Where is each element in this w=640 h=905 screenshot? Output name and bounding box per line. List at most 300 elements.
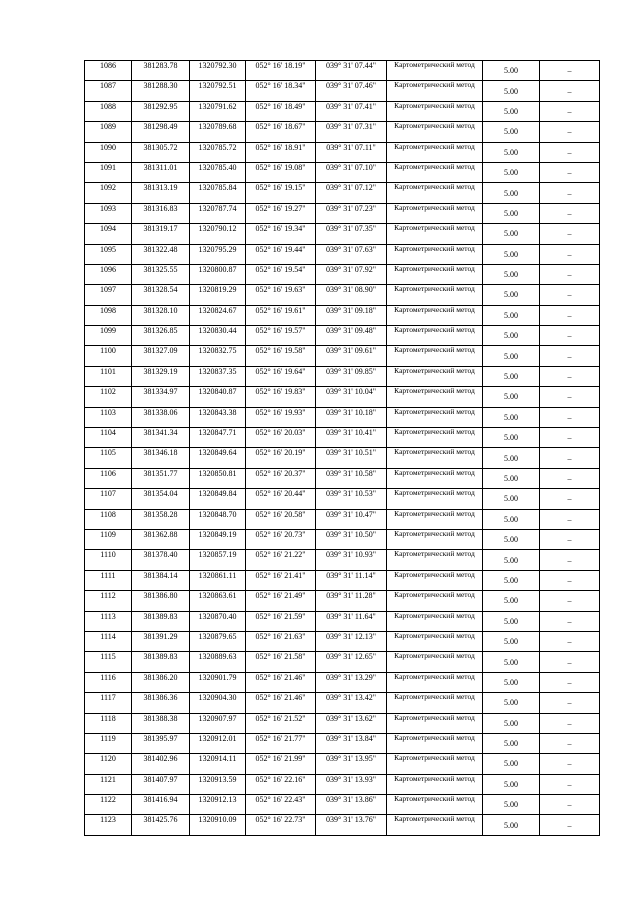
point-number-cell: 1091 — [85, 162, 132, 182]
table-row — [85, 162, 600, 182]
accuracy-cell: 5.00 — [483, 305, 540, 325]
note-cell: – — [540, 346, 600, 366]
latitude-cell: 052° 16' 21.49" — [246, 591, 316, 611]
x-coordinate-cell: 381292.95 — [132, 101, 190, 121]
latitude-cell: 052° 16' 18.34" — [246, 81, 316, 101]
longitude-cell: 039° 31' 10.93" — [316, 550, 387, 570]
table-row — [85, 509, 600, 529]
longitude-cell: 039° 31' 11.14" — [316, 570, 387, 590]
table-row — [85, 448, 600, 468]
y-coordinate-cell: 1320847.71 — [190, 428, 246, 448]
point-number-cell: 1104 — [85, 428, 132, 448]
x-coordinate-cell: 381402.96 — [132, 754, 190, 774]
y-coordinate-cell: 1320907.97 — [190, 713, 246, 733]
point-number-cell: 1114 — [85, 631, 132, 651]
longitude-cell: 039° 31' 07.46" — [316, 81, 387, 101]
note-cell: – — [540, 428, 600, 448]
y-coordinate-cell: 1320912.13 — [190, 795, 246, 815]
latitude-cell: 052° 16' 18.67" — [246, 122, 316, 142]
point-number-cell: 1093 — [85, 203, 132, 223]
method-cell: Картометрический метод — [387, 774, 483, 794]
point-number-cell: 1107 — [85, 489, 132, 509]
accuracy-cell: 5.00 — [483, 183, 540, 203]
table-row — [85, 672, 600, 692]
accuracy-cell: 5.00 — [483, 550, 540, 570]
latitude-cell: 052° 16' 19.63" — [246, 285, 316, 305]
point-number-cell: 1113 — [85, 611, 132, 631]
y-coordinate-cell: 1320849.64 — [190, 448, 246, 468]
accuracy-cell: 5.00 — [483, 489, 540, 509]
accuracy-cell: 5.00 — [483, 101, 540, 121]
latitude-cell: 052° 16' 21.41" — [246, 570, 316, 590]
y-coordinate-cell: 1320904.30 — [190, 693, 246, 713]
y-coordinate-cell: 1320901.79 — [190, 672, 246, 692]
x-coordinate-cell: 381384.14 — [132, 570, 190, 590]
table-row — [85, 428, 600, 448]
latitude-cell: 052° 16' 18.19" — [246, 61, 316, 81]
point-number-cell: 1096 — [85, 264, 132, 284]
method-cell: Картометрический метод — [387, 509, 483, 529]
latitude-cell: 052° 16' 19.08" — [246, 162, 316, 182]
x-coordinate-cell: 381313.19 — [132, 183, 190, 203]
note-cell: – — [540, 162, 600, 182]
note-cell: – — [540, 326, 600, 346]
accuracy-cell: 5.00 — [483, 795, 540, 815]
accuracy-cell: 5.00 — [483, 162, 540, 182]
point-number-cell: 1109 — [85, 529, 132, 549]
latitude-cell: 052° 16' 21.77" — [246, 733, 316, 753]
method-cell: Картометрический метод — [387, 795, 483, 815]
latitude-cell: 052° 16' 19.44" — [246, 244, 316, 264]
longitude-cell: 039° 31' 09.18" — [316, 305, 387, 325]
method-cell: Картометрический метод — [387, 570, 483, 590]
latitude-cell: 052° 16' 20.73" — [246, 529, 316, 549]
longitude-cell: 039° 31' 13.84" — [316, 733, 387, 753]
method-cell: Картометрический метод — [387, 162, 483, 182]
accuracy-cell: 5.00 — [483, 428, 540, 448]
note-cell: – — [540, 693, 600, 713]
note-cell: – — [540, 652, 600, 672]
x-coordinate-cell: 381311.01 — [132, 162, 190, 182]
note-cell: – — [540, 570, 600, 590]
x-coordinate-cell: 381329.19 — [132, 366, 190, 386]
longitude-cell: 039° 31' 07.92" — [316, 264, 387, 284]
latitude-cell: 052° 16' 20.37" — [246, 468, 316, 488]
longitude-cell: 039° 31' 07.31" — [316, 122, 387, 142]
latitude-cell: 052° 16' 20.03" — [246, 428, 316, 448]
latitude-cell: 052° 16' 19.93" — [246, 407, 316, 427]
latitude-cell: 052° 16' 22.43" — [246, 795, 316, 815]
y-coordinate-cell: 1320830.44 — [190, 326, 246, 346]
longitude-cell: 039° 31' 08.90" — [316, 285, 387, 305]
table-row — [85, 652, 600, 672]
note-cell: – — [540, 754, 600, 774]
point-number-cell: 1102 — [85, 387, 132, 407]
x-coordinate-cell: 381386.80 — [132, 591, 190, 611]
longitude-cell: 039° 31' 09.48" — [316, 326, 387, 346]
accuracy-cell: 5.00 — [483, 346, 540, 366]
point-number-cell: 1118 — [85, 713, 132, 733]
x-coordinate-cell: 381334.97 — [132, 387, 190, 407]
point-number-cell: 1090 — [85, 142, 132, 162]
y-coordinate-cell: 1320840.87 — [190, 387, 246, 407]
accuracy-cell: 5.00 — [483, 509, 540, 529]
longitude-cell: 039° 31' 10.58" — [316, 468, 387, 488]
method-cell: Картометрический метод — [387, 224, 483, 244]
y-coordinate-cell: 1320912.01 — [190, 733, 246, 753]
longitude-cell: 039° 31' 09.85" — [316, 366, 387, 386]
method-cell: Картометрический метод — [387, 652, 483, 672]
point-number-cell: 1086 — [85, 61, 132, 81]
table-row — [85, 203, 600, 223]
x-coordinate-cell: 381298.49 — [132, 122, 190, 142]
method-cell: Картометрический метод — [387, 101, 483, 121]
method-cell: Картометрический метод — [387, 326, 483, 346]
point-number-cell: 1103 — [85, 407, 132, 427]
accuracy-cell: 5.00 — [483, 244, 540, 264]
table-row — [85, 713, 600, 733]
note-cell: – — [540, 529, 600, 549]
latitude-cell: 052° 16' 21.52" — [246, 713, 316, 733]
y-coordinate-cell: 1320910.09 — [190, 815, 246, 835]
y-coordinate-cell: 1320789.68 — [190, 122, 246, 142]
point-number-cell: 1115 — [85, 652, 132, 672]
method-cell: Картометрический метод — [387, 754, 483, 774]
x-coordinate-cell: 381341.34 — [132, 428, 190, 448]
y-coordinate-cell: 1320848.70 — [190, 509, 246, 529]
x-coordinate-cell: 381407.97 — [132, 774, 190, 794]
accuracy-cell: 5.00 — [483, 774, 540, 794]
longitude-cell: 039° 31' 07.12" — [316, 183, 387, 203]
y-coordinate-cell: 1320843.38 — [190, 407, 246, 427]
accuracy-cell: 5.00 — [483, 733, 540, 753]
latitude-cell: 052° 16' 19.54" — [246, 264, 316, 284]
longitude-cell: 039° 31' 13.62" — [316, 713, 387, 733]
table-row — [85, 326, 600, 346]
table-row — [85, 795, 600, 815]
x-coordinate-cell: 381319.17 — [132, 224, 190, 244]
note-cell: – — [540, 61, 600, 81]
method-cell: Картометрический метод — [387, 142, 483, 162]
accuracy-cell: 5.00 — [483, 713, 540, 733]
method-cell: Картометрический метод — [387, 529, 483, 549]
accuracy-cell: 5.00 — [483, 285, 540, 305]
note-cell: – — [540, 733, 600, 753]
accuracy-cell: 5.00 — [483, 754, 540, 774]
point-number-cell: 1101 — [85, 366, 132, 386]
x-coordinate-cell: 381358.28 — [132, 509, 190, 529]
note-cell: – — [540, 489, 600, 509]
latitude-cell: 052° 16' 21.46" — [246, 693, 316, 713]
longitude-cell: 039° 31' 07.63" — [316, 244, 387, 264]
point-number-cell: 1097 — [85, 285, 132, 305]
latitude-cell: 052° 16' 19.15" — [246, 183, 316, 203]
y-coordinate-cell: 1320819.29 — [190, 285, 246, 305]
x-coordinate-cell: 381316.83 — [132, 203, 190, 223]
note-cell: – — [540, 591, 600, 611]
method-cell: Картометрический метод — [387, 550, 483, 570]
longitude-cell: 039° 31' 07.41" — [316, 101, 387, 121]
table-row — [85, 285, 600, 305]
note-cell: – — [540, 244, 600, 264]
x-coordinate-cell: 381389.83 — [132, 611, 190, 631]
y-coordinate-cell: 1320889.63 — [190, 652, 246, 672]
point-number-cell: 1089 — [85, 122, 132, 142]
table-row — [85, 407, 600, 427]
accuracy-cell: 5.00 — [483, 142, 540, 162]
method-cell: Картометрический метод — [387, 468, 483, 488]
x-coordinate-cell: 381425.76 — [132, 815, 190, 835]
table-row — [85, 81, 600, 101]
method-cell: Картометрический метод — [387, 693, 483, 713]
method-cell: Картометрический метод — [387, 672, 483, 692]
longitude-cell: 039° 31' 13.86" — [316, 795, 387, 815]
longitude-cell: 039° 31' 12.13" — [316, 631, 387, 651]
table-row — [85, 754, 600, 774]
method-cell: Картометрический метод — [387, 631, 483, 651]
accuracy-cell: 5.00 — [483, 224, 540, 244]
note-cell: – — [540, 224, 600, 244]
method-cell: Картометрический метод — [387, 489, 483, 509]
point-number-cell: 1106 — [85, 468, 132, 488]
note-cell: – — [540, 795, 600, 815]
x-coordinate-cell: 381326.85 — [132, 326, 190, 346]
method-cell: Картометрический метод — [387, 733, 483, 753]
accuracy-cell: 5.00 — [483, 81, 540, 101]
accuracy-cell: 5.00 — [483, 652, 540, 672]
note-cell: – — [540, 387, 600, 407]
note-cell: – — [540, 611, 600, 631]
table-row — [85, 815, 600, 835]
latitude-cell: 052° 16' 20.44" — [246, 489, 316, 509]
longitude-cell: 039° 31' 11.64" — [316, 611, 387, 631]
point-number-cell: 1094 — [85, 224, 132, 244]
accuracy-cell: 5.00 — [483, 672, 540, 692]
method-cell: Картометрический метод — [387, 203, 483, 223]
longitude-cell: 039° 31' 10.18" — [316, 407, 387, 427]
table-row — [85, 142, 600, 162]
note-cell: – — [540, 142, 600, 162]
x-coordinate-cell: 381395.97 — [132, 733, 190, 753]
x-coordinate-cell: 381388.38 — [132, 713, 190, 733]
x-coordinate-cell: 381351.77 — [132, 468, 190, 488]
latitude-cell: 052° 16' 19.83" — [246, 387, 316, 407]
table-row — [85, 264, 600, 284]
method-cell: Картометрический метод — [387, 448, 483, 468]
longitude-cell: 039° 31' 13.93" — [316, 774, 387, 794]
table-row — [85, 591, 600, 611]
longitude-cell: 039° 31' 10.53" — [316, 489, 387, 509]
longitude-cell: 039° 31' 10.51" — [316, 448, 387, 468]
x-coordinate-cell: 381354.04 — [132, 489, 190, 509]
method-cell: Картометрический метод — [387, 346, 483, 366]
table-row — [85, 693, 600, 713]
method-cell: Картометрический метод — [387, 366, 483, 386]
x-coordinate-cell: 381389.83 — [132, 652, 190, 672]
longitude-cell: 039° 31' 07.23" — [316, 203, 387, 223]
y-coordinate-cell: 1320792.30 — [190, 61, 246, 81]
accuracy-cell: 5.00 — [483, 448, 540, 468]
point-number-cell: 1112 — [85, 591, 132, 611]
table-row — [85, 550, 600, 570]
y-coordinate-cell: 1320832.75 — [190, 346, 246, 366]
point-number-cell: 1110 — [85, 550, 132, 570]
method-cell: Картометрический метод — [387, 591, 483, 611]
accuracy-cell: 5.00 — [483, 203, 540, 223]
longitude-cell: 039° 31' 07.44" — [316, 61, 387, 81]
y-coordinate-cell: 1320861.11 — [190, 570, 246, 590]
note-cell: – — [540, 183, 600, 203]
note-cell: – — [540, 774, 600, 794]
latitude-cell: 052° 16' 21.59" — [246, 611, 316, 631]
point-number-cell: 1092 — [85, 183, 132, 203]
point-number-cell: 1122 — [85, 795, 132, 815]
method-cell: Картометрический метод — [387, 815, 483, 835]
note-cell: – — [540, 509, 600, 529]
x-coordinate-cell: 381288.30 — [132, 81, 190, 101]
y-coordinate-cell: 1320785.84 — [190, 183, 246, 203]
accuracy-cell: 5.00 — [483, 815, 540, 835]
table-row — [85, 774, 600, 794]
x-coordinate-cell: 381346.18 — [132, 448, 190, 468]
table-row — [85, 346, 600, 366]
method-cell: Картометрический метод — [387, 244, 483, 264]
note-cell: – — [540, 285, 600, 305]
method-cell: Картометрический метод — [387, 713, 483, 733]
table-row — [85, 733, 600, 753]
accuracy-cell: 5.00 — [483, 122, 540, 142]
x-coordinate-cell: 381386.36 — [132, 693, 190, 713]
point-number-cell: 1108 — [85, 509, 132, 529]
point-number-cell: 1121 — [85, 774, 132, 794]
x-coordinate-cell: 381327.09 — [132, 346, 190, 366]
method-cell: Картометрический метод — [387, 285, 483, 305]
latitude-cell: 052° 16' 19.64" — [246, 366, 316, 386]
longitude-cell: 039° 31' 07.10" — [316, 162, 387, 182]
point-number-cell: 1116 — [85, 672, 132, 692]
table-row — [85, 529, 600, 549]
latitude-cell: 052° 16' 22.73" — [246, 815, 316, 835]
point-number-cell: 1105 — [85, 448, 132, 468]
table-row — [85, 305, 600, 325]
accuracy-cell: 5.00 — [483, 326, 540, 346]
method-cell: Картометрический метод — [387, 183, 483, 203]
x-coordinate-cell: 381283.78 — [132, 61, 190, 81]
point-number-cell: 1100 — [85, 346, 132, 366]
longitude-cell: 039° 31' 10.04" — [316, 387, 387, 407]
x-coordinate-cell: 381416.94 — [132, 795, 190, 815]
y-coordinate-cell: 1320857.19 — [190, 550, 246, 570]
x-coordinate-cell: 381391.29 — [132, 631, 190, 651]
longitude-cell: 039° 31' 13.29" — [316, 672, 387, 692]
longitude-cell: 039° 31' 10.47" — [316, 509, 387, 529]
x-coordinate-cell: 381386.20 — [132, 672, 190, 692]
y-coordinate-cell: 1320879.65 — [190, 631, 246, 651]
point-number-cell: 1117 — [85, 693, 132, 713]
table-row — [85, 387, 600, 407]
method-cell: Картометрический метод — [387, 428, 483, 448]
note-cell: – — [540, 203, 600, 223]
table-row — [85, 489, 600, 509]
accuracy-cell: 5.00 — [483, 468, 540, 488]
table-body — [85, 61, 600, 836]
longitude-cell: 039° 31' 13.42" — [316, 693, 387, 713]
y-coordinate-cell: 1320850.81 — [190, 468, 246, 488]
accuracy-cell: 5.00 — [483, 387, 540, 407]
x-coordinate-cell: 381305.72 — [132, 142, 190, 162]
note-cell: – — [540, 448, 600, 468]
latitude-cell: 052° 16' 19.27" — [246, 203, 316, 223]
table-row — [85, 122, 600, 142]
accuracy-cell: 5.00 — [483, 591, 540, 611]
latitude-cell: 052° 16' 21.63" — [246, 631, 316, 651]
accuracy-cell: 5.00 — [483, 264, 540, 284]
note-cell: – — [540, 101, 600, 121]
longitude-cell: 039° 31' 11.28" — [316, 591, 387, 611]
latitude-cell: 052° 16' 19.61" — [246, 305, 316, 325]
note-cell: – — [540, 713, 600, 733]
note-cell: – — [540, 815, 600, 835]
method-cell: Картометрический метод — [387, 81, 483, 101]
latitude-cell: 052° 16' 21.99" — [246, 754, 316, 774]
latitude-cell: 052° 16' 20.58" — [246, 509, 316, 529]
accuracy-cell: 5.00 — [483, 611, 540, 631]
note-cell: – — [540, 81, 600, 101]
longitude-cell: 039° 31' 10.50" — [316, 529, 387, 549]
note-cell: – — [540, 550, 600, 570]
y-coordinate-cell: 1320800.87 — [190, 264, 246, 284]
latitude-cell: 052° 16' 18.91" — [246, 142, 316, 162]
latitude-cell: 052° 16' 22.16" — [246, 774, 316, 794]
y-coordinate-cell: 1320913.59 — [190, 774, 246, 794]
y-coordinate-cell: 1320787.74 — [190, 203, 246, 223]
table-row — [85, 468, 600, 488]
point-number-cell: 1120 — [85, 754, 132, 774]
accuracy-cell: 5.00 — [483, 529, 540, 549]
note-cell: – — [540, 305, 600, 325]
latitude-cell: 052° 16' 18.49" — [246, 101, 316, 121]
y-coordinate-cell: 1320849.84 — [190, 489, 246, 509]
latitude-cell: 052° 16' 20.19" — [246, 448, 316, 468]
y-coordinate-cell: 1320870.40 — [190, 611, 246, 631]
coordinates-table — [84, 60, 600, 836]
note-cell: – — [540, 631, 600, 651]
accuracy-cell: 5.00 — [483, 570, 540, 590]
point-number-cell: 1088 — [85, 101, 132, 121]
y-coordinate-cell: 1320795.29 — [190, 244, 246, 264]
point-number-cell: 1098 — [85, 305, 132, 325]
longitude-cell: 039° 31' 12.65" — [316, 652, 387, 672]
latitude-cell: 052° 16' 21.46" — [246, 672, 316, 692]
latitude-cell: 052° 16' 21.22" — [246, 550, 316, 570]
table-row — [85, 631, 600, 651]
longitude-cell: 039° 31' 07.35" — [316, 224, 387, 244]
accuracy-cell: 5.00 — [483, 366, 540, 386]
point-number-cell: 1111 — [85, 570, 132, 590]
point-number-cell: 1095 — [85, 244, 132, 264]
point-number-cell: 1099 — [85, 326, 132, 346]
table-row — [85, 101, 600, 121]
y-coordinate-cell: 1320790.12 — [190, 224, 246, 244]
x-coordinate-cell: 381328.54 — [132, 285, 190, 305]
note-cell: – — [540, 366, 600, 386]
longitude-cell: 039° 31' 07.11" — [316, 142, 387, 162]
longitude-cell: 039° 31' 13.76" — [316, 815, 387, 835]
point-number-cell: 1087 — [85, 81, 132, 101]
x-coordinate-cell: 381328.10 — [132, 305, 190, 325]
point-number-cell: 1123 — [85, 815, 132, 835]
y-coordinate-cell: 1320914.11 — [190, 754, 246, 774]
